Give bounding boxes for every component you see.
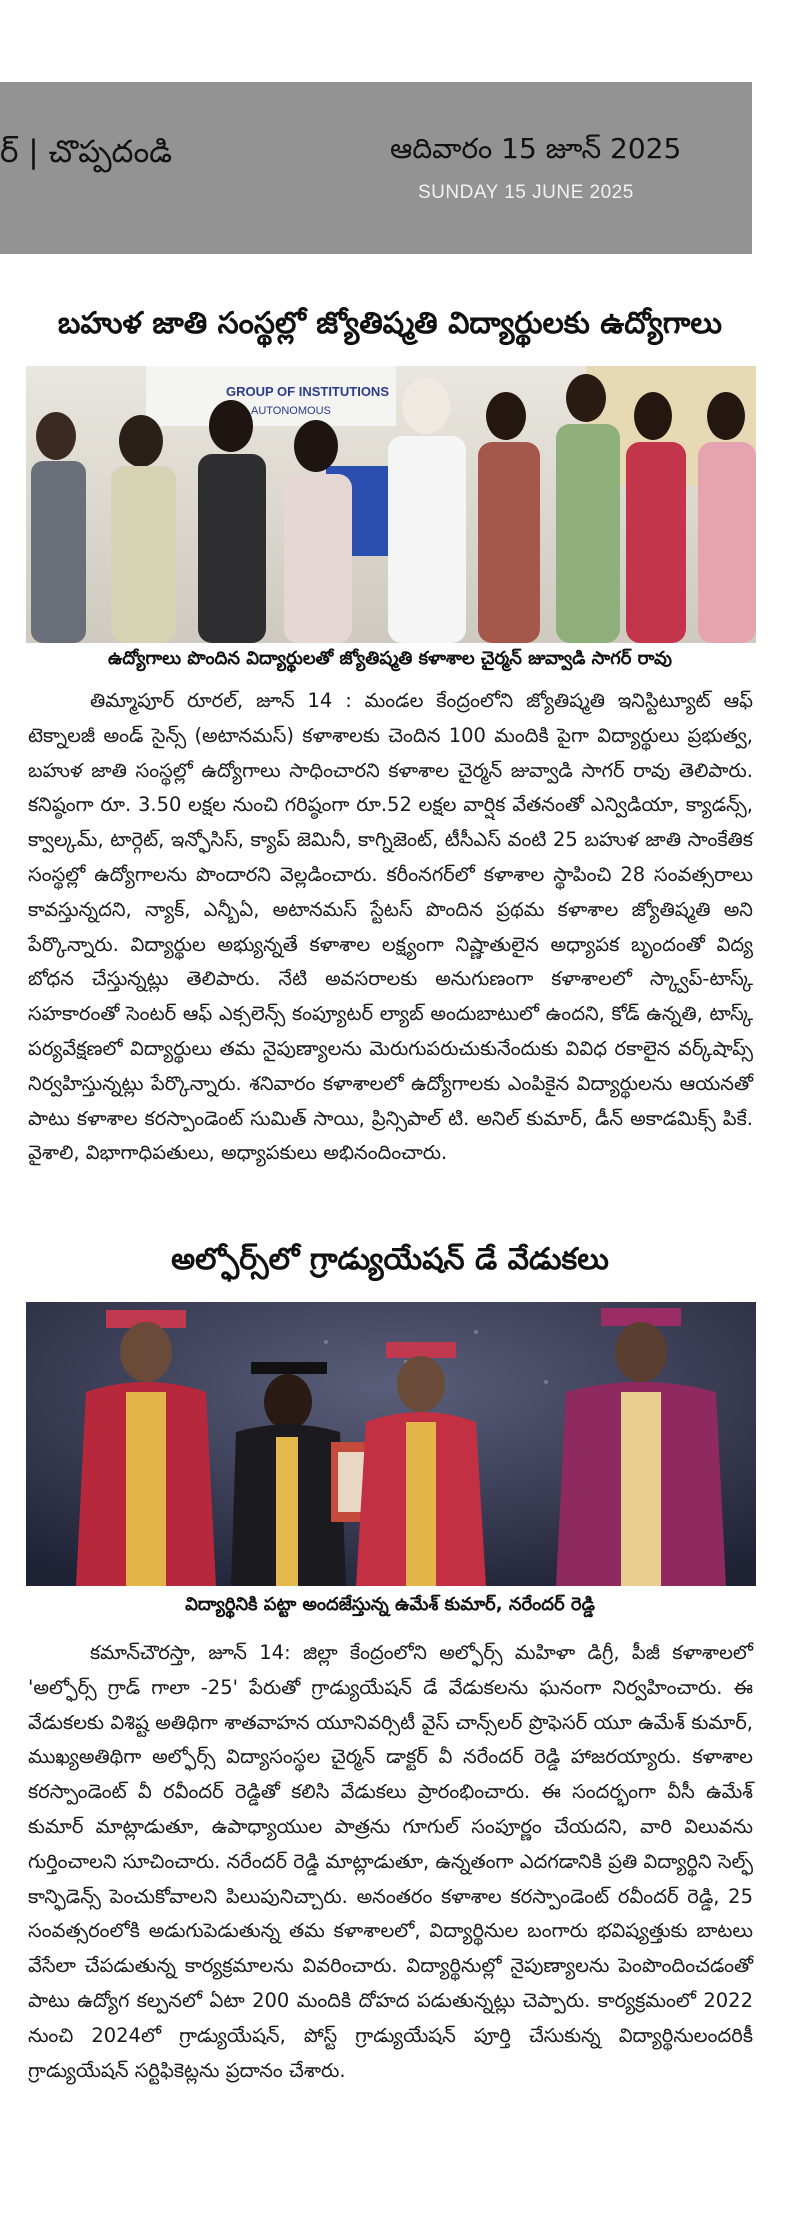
graduation-photo-illustration	[26, 1302, 756, 1586]
article1-body: తిమ్మాపూర్ రూరల్, జూన్ 14 : మండల కేంద్రంలోని జ్యోతిష్మతి ఇనిస్టిట్యూట్ ఆఫ్ టెక్నాలజీ అండ్ సైన్స్ (అటానమస్) కళాశాలకు చెందిన 100 మందికి పైగా విద్యార్థులు ప్రభుత్వ, బహుళ జాతి సంస్థల్లో ఉద్యోగాలు సాధించారని కళాశాల చైర్మన్ జువ్వాడి సాగర్ రావు తెలిపారు. కనిష్ఠంగా రూ. 3.50 లక్షల నుంచి గరిష్ఠంగా రూ.52 లక్షల వార్షిక వేతనంతో ఎన్విడియా, క్యాడన్స్, క్వాల్కమ్, టార్గెట్, ఇన్ఫోసిస్, క్యాప్ జెమినీ, కాగ్నిజెంట్, టీసీఎస్ వంటి 25 బహుళ జాతి సాంకేతిక సంస్థల్లో ఉద్యోగాలను పొందారని వెల్లడించారు. కరీంనగర్‌లో కళాశాల స్థాపించి 28 సంవత్సరాలు కావస్తున్నదని, న్యాక్, ఎన్బీఏ, అటానమస్ స్టేటస్ పొందిన ప్రథమ కళాశాల జ్యోతిష్మతి అని పేర్కొన్నారు. విద్యార్థుల అభ్యున్నతే కళాశాల లక్ష్యంగా నిష్ణాతులైన అధ్యాపక బృందంతో విద్య బోధన చేస్తున్నట్లు తెలిపారు. నేటి అవసరాలకు అనుగుణంగా కళాశాలలో స్క్వాప్-టాస్క్ సహకారంతో సెంటర్ ఆఫ్ ఎక్సలెన్స్ కంప్యూటర్ ల్యాబ్ అందుబాటులో ఉందని, కోడ్ ఉన్నతి, టాస్క్ పర్యవేక్షణలో విద్యార్థులు తమ నైపుణ్యాలను మెరుగుపరుచుకునేందుకు వివిధ రకాలైన వర్క్‌షాప్స్ నిర్వహిస్తున్నట్లు పేర్కొన్నారు. శనివారం కళాశాలలో ఉద్యోగాలకు ఎంపికైన విద్యార్థులను ఆయనతో పాటు కళాశాల కరస్పాండెంట్ సుమిత్ సాయి, ప్రిన్సిపాల్ టి. అనిల్ కుమార్, డీన్ అకాడమిక్స్ పికే. వైశాలి, విభాగాధిపతులు, అధ్యాపకులు అభినందించారు.	[28, 689, 754, 1165]
page-header-banner	[0, 82, 752, 254]
article2-photo	[26, 1302, 756, 1586]
photo-banner-text: GROUP OF INSTITUTIONS	[226, 384, 389, 399]
article1-photo	[26, 366, 756, 643]
article1-headline: బహుళ జాతి సంస్థల్లో జ్యోతిష్మతి విద్యార్థులకు ఉద్యోగాలు	[57, 306, 723, 341]
section-title: ర్ | చొప్పదండి	[0, 134, 173, 170]
article2-headline: అల్ఫోర్స్‌లో గ్రాడ్యుయేషన్ డే వేడుకలు	[171, 1242, 609, 1277]
date-english: SUNDAY 15 JUNE 2025	[418, 182, 634, 203]
article1-photo-caption: ఉద్యోగాలు పొందిన విద్యార్థులతో జ్యోతిష్మతి కళాశాల చైర్మన్ జువ్వాడి సాగర్ రావు	[108, 648, 672, 669]
group-photo-illustration	[26, 366, 756, 643]
article2-body: కమాన్‌చౌరస్తా, జూన్ 14: జిల్లా కేంద్రంలోని అల్ఫోర్స్ మహిళా డిగ్రీ, పీజీ కళాశాలలో 'అల్ఫోర్స్ గ్రాడ్ గాలా -25' పేరుతో గ్రాడ్యుయేషన్ డే వేడుకలను ఘనంగా నిర్వహించారు. ఈ వేడుకలకు విశిష్ట అతిథిగా శాతవాహన యూనివర్సిటీ వైస్ చాన్స్‌లర్ ప్రొఫెసర్ యూ ఉమేశ్ కుమార్, ముఖ్యఅతిథిగా అల్ఫోర్స్ విద్యాసంస్థల చైర్మన్ డాక్టర్ వీ నరేందర్ రెడ్డి హాజరయ్యారు. కళాశాల కరస్పాండెంట్ వీ రవీందర్ రెడ్డితో కలిసి వేడుకలు ప్రారంభించారు. ఈ సందర్భంగా వీసీ ఉమేశ్ కుమార్ మాట్లాడుతూ, ఉపాధ్యాయుల పాత్రను గూగుల్ సంపూర్ణం చేయదని, వారి విలువను గుర్తించాలని సూచించారు. నరేందర్ రెడ్డి మాట్లాడుతూ, ఉన్నతంగా ఎదగడానికి ప్రతి విద్యార్థిని సెల్ఫ్ కాన్ఫిడెన్స్ పెంచుకోవాలని పిలుపునిచ్చారు. అనంతరం కళాశాల కరస్పాండెంట్ రవీందర్ రెడ్డి, 25 సంవత్సరంలోకి అడుగుపెడుతున్న తమ కళాశాలలో, విద్యార్థినుల బంగారు భవిష్యత్తుకు బాటలు వేసేలా చేపడుతున్న కార్యక్రమాలను వివరించారు. విద్యార్థినుల్లో నైపుణ్యాలను పెంపొందించడంతో పాటు ఉద్యోగ కల్పనలో ఏటా 200 మందికి దోహద పడుతున్నట్లు చెప్పారు. కార్యక్రమంలో 2022 నుంచి 2024లో గ్రాడ్యుయేషన్, పోస్ట్ గ్రాడ్యుయేషన్ పూర్తి చేసుకున్న విద్యార్థినులందరికీ గ్రాడ్యుయేషన్ సర్టిఫికెట్లను ప్రదానం చేశారు.	[28, 1641, 753, 2082]
date-telugu: ఆదివారం 15 జూన్ 2025	[390, 132, 682, 165]
article2-photo-caption: విద్యార్థినికి పట్టా అందజేస్తున్న ఉమేశ్ కుమార్, నరేందర్ రెడ్డి	[185, 1594, 595, 1615]
photo-banner-subtext: AUTONOMOUS	[251, 405, 331, 417]
